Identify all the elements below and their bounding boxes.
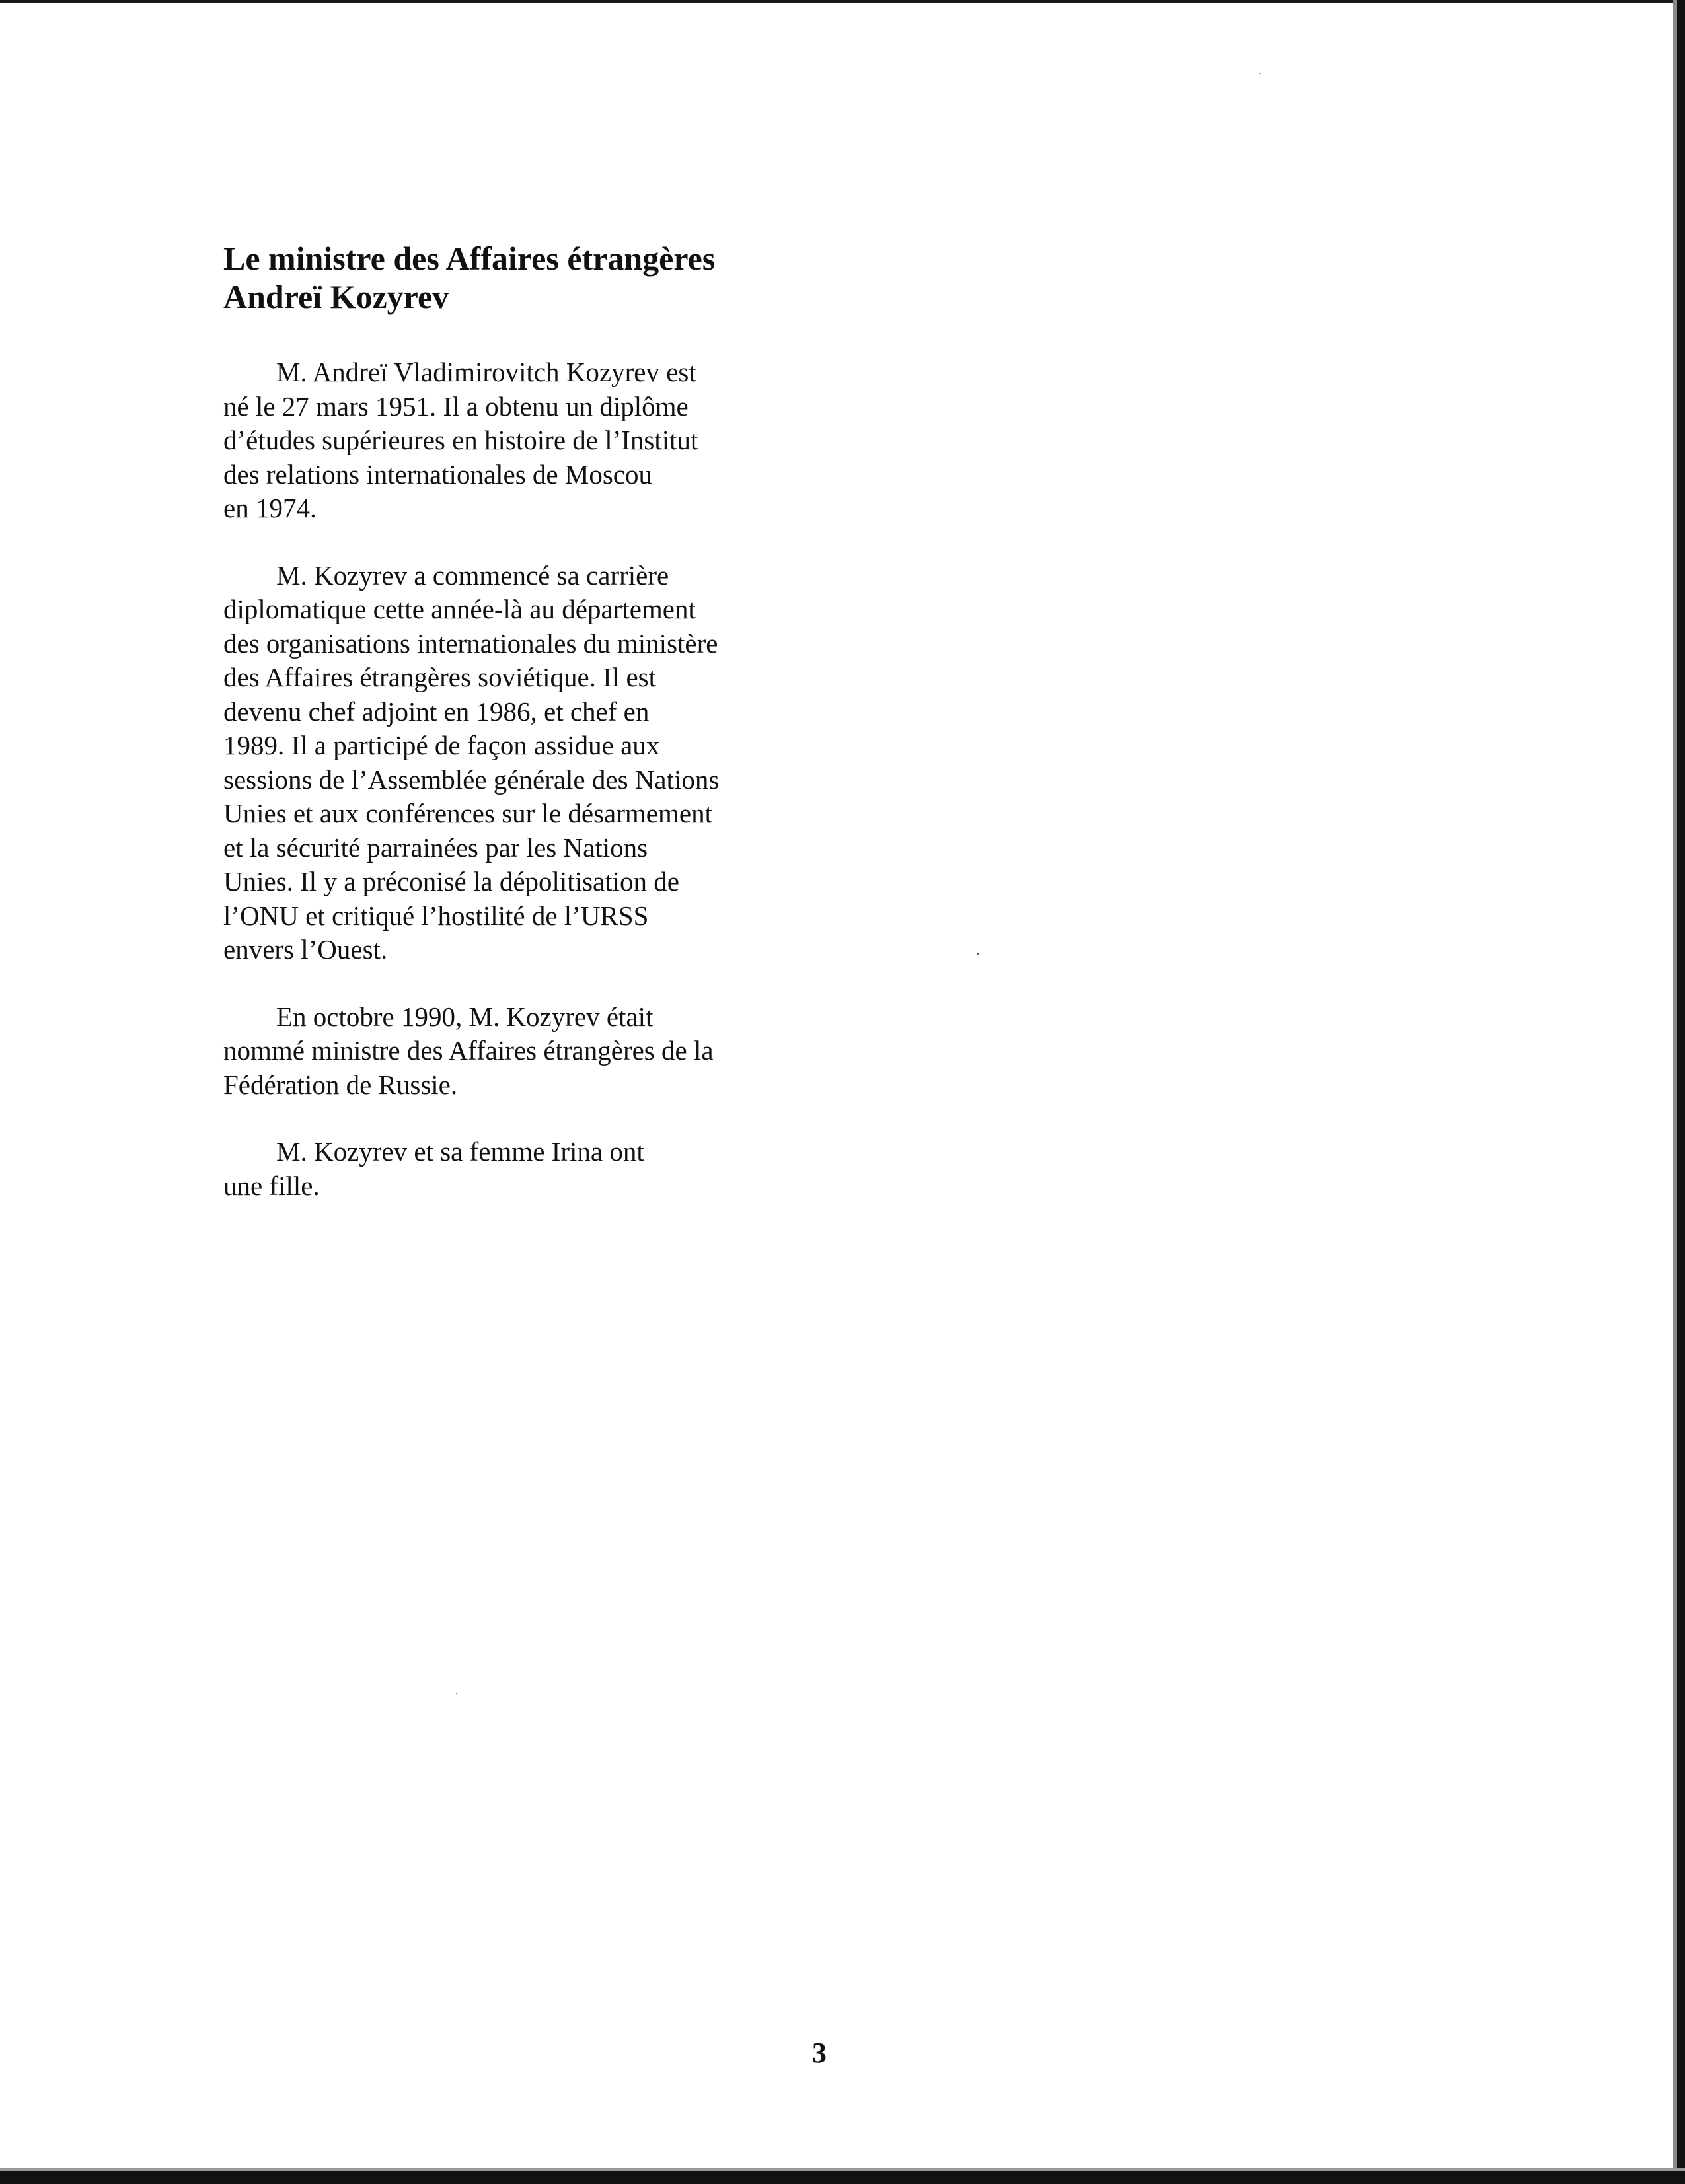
text-line: des Affaires étrangères soviétique. Il est [223,662,657,692]
text-line: M. Kozyrev a commencé sa carrière [276,560,669,591]
paragraph-birth-education [223,355,778,526]
text-line: Fédération de Russie. [223,1069,458,1100]
page-number: 3 [812,2037,827,2069]
scan-speck [1259,73,1261,74]
text-line: envers l’Ouest. [223,934,388,965]
scan-edge-bottom [0,2171,1685,2184]
text-line: Unies et aux conférences sur le désarmement [223,798,712,828]
text-line: diplomatique cette année-là au département [223,594,696,624]
text-line: devenu chef adjoint en 1986, et chef en [223,696,650,727]
text-line: 1989. Il a participé de façon assidue aux [223,730,660,760]
text-line: En octobre 1990, M. Kozyrev était [276,1001,654,1032]
title-line: Le ministre des Affaires étrangères [223,240,716,277]
text-line: M. Kozyrev et sa femme Irina ont [276,1136,644,1167]
text-line: Unies. Il y a préconisé la dépolitisation de [223,866,679,896]
document-title [223,239,778,316]
text-line: nommé ministre des Affaires étrangères de la [223,1035,714,1066]
text-line: une fille. [223,1170,320,1201]
text-line: en 1974. [223,493,317,523]
paragraph-appointment [223,1000,778,1103]
text-line: l’ONU et critiqué l’hostilité de l’URSS [223,900,649,931]
paragraph-career [223,559,778,967]
document-body [223,355,778,1203]
paragraph-family [223,1135,778,1203]
scan-speck [456,1693,457,1694]
document-column [223,239,778,1236]
scan-edge-top [0,0,1685,3]
text-line: né le 27 mars 1951. Il a obtenu un diplôme [223,390,689,421]
scan-edge-right [1677,0,1685,2184]
text-line: et la sécurité parrainées par les Nations [223,832,648,863]
text-line: des organisations internationales du ministère [223,628,718,659]
title-line: Andreï Kozyrev [223,278,449,315]
text-line: M. Andreï Vladimirovitch Kozyrev est [276,357,696,387]
text-line: des relations internationales de Moscou [223,458,652,490]
scan-speck [977,953,979,955]
text-line: sessions de l’Assemblée générale des Nations [223,764,720,795]
text-line: d’études supérieures en histoire de l’Institut [223,425,698,455]
